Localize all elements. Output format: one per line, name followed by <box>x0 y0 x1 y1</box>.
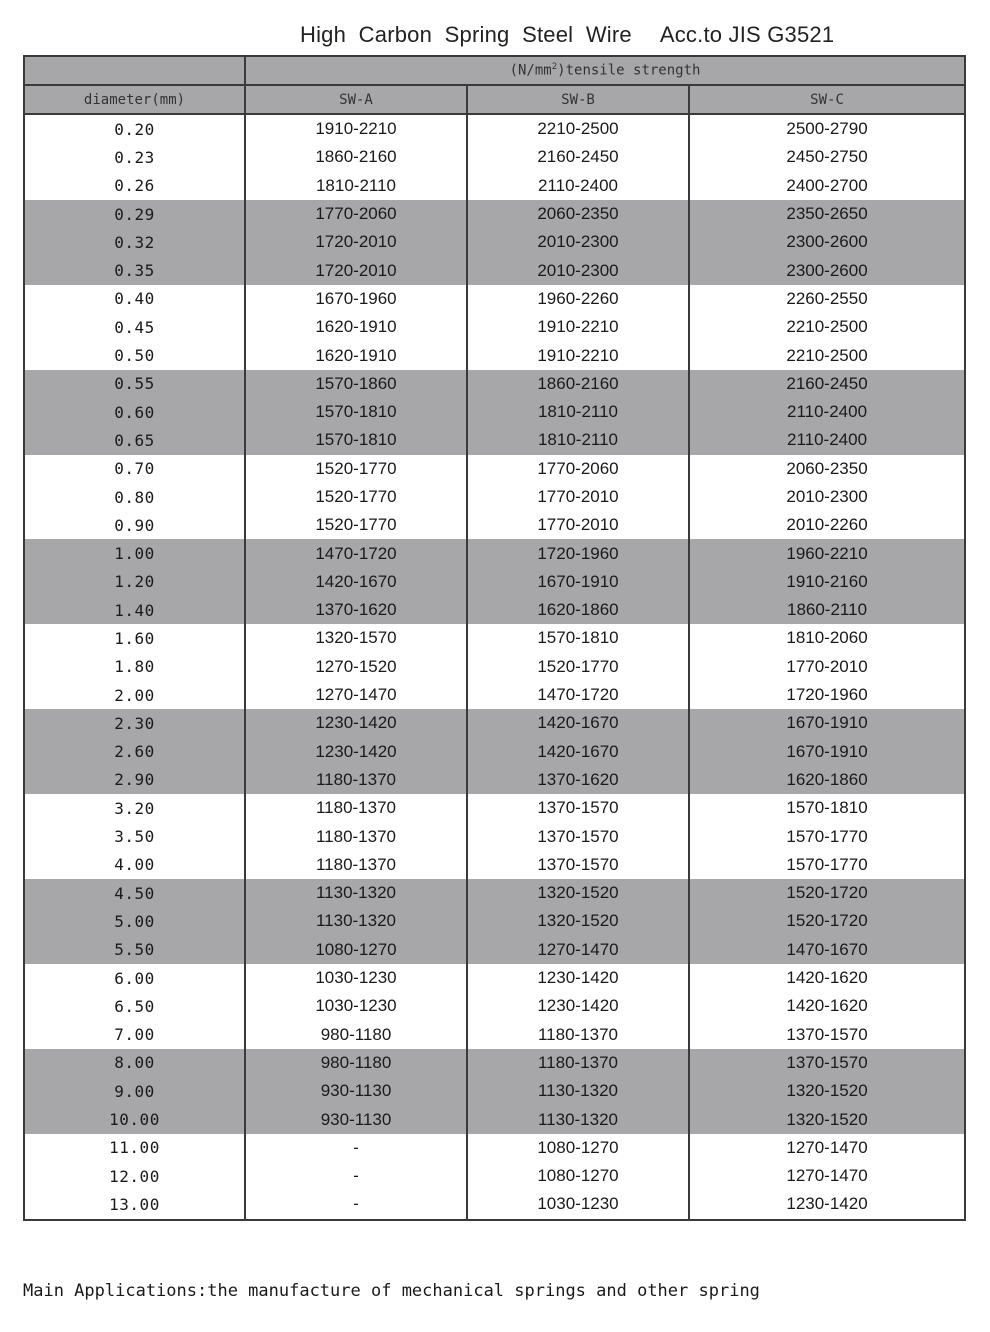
diameter-cell: 3.20 <box>24 794 245 822</box>
diameter-cell: 7.00 <box>24 1021 245 1049</box>
table-row <box>24 256 965 284</box>
sw-a-cell: 930-1130 <box>245 1105 467 1133</box>
diameter-cell: 0.60 <box>24 398 245 426</box>
table-row <box>24 455 965 483</box>
sw-c-cell: 1230-1420 <box>689 1190 965 1219</box>
sw-b-cell: 1080-1270 <box>467 1134 689 1162</box>
sw-a-cell: - <box>245 1190 467 1219</box>
sw-c-cell: 1420-1620 <box>689 964 965 992</box>
sw-a-cell: 1030-1230 <box>245 992 467 1020</box>
sw-b-cell: 2010-2300 <box>467 256 689 284</box>
diameter-cell: 0.65 <box>24 426 245 454</box>
sw-a-cell: 1860-2160 <box>245 143 467 171</box>
sw-b-cell: 1670-1910 <box>467 568 689 596</box>
table-body <box>24 114 965 1220</box>
sw-b-cell: 1770-2010 <box>467 483 689 511</box>
table-row <box>24 114 965 143</box>
table-row <box>24 596 965 624</box>
sw-c-cell: 2010-2300 <box>689 483 965 511</box>
table-row <box>24 285 965 313</box>
diameter-cell: 0.29 <box>24 200 245 228</box>
table-row <box>24 907 965 935</box>
table-row <box>24 851 965 879</box>
sw-a-cell: 1520-1770 <box>245 483 467 511</box>
sw-c-cell: 2500-2790 <box>689 114 965 143</box>
tensile-strength-table <box>23 55 966 1221</box>
sw-a-cell: 1620-1910 <box>245 341 467 369</box>
table-row <box>24 398 965 426</box>
sw-b-cell: 1620-1860 <box>467 596 689 624</box>
column-header-sw-c: SW-C <box>689 85 965 114</box>
diameter-cell: 5.50 <box>24 936 245 964</box>
sw-c-cell: 1810-2060 <box>689 624 965 652</box>
table-row <box>24 228 965 256</box>
sw-a-cell: 1470-1720 <box>245 539 467 567</box>
sw-b-cell: 1570-1810 <box>467 624 689 652</box>
table-row <box>24 709 965 737</box>
sw-b-cell: 1910-2210 <box>467 341 689 369</box>
sw-c-cell: 2110-2400 <box>689 398 965 426</box>
diameter-cell: 10.00 <box>24 1105 245 1133</box>
sw-b-cell: 2210-2500 <box>467 114 689 143</box>
sw-b-cell: 2060-2350 <box>467 200 689 228</box>
diameter-cell: 1.20 <box>24 568 245 596</box>
table-row <box>24 822 965 850</box>
table-row <box>24 568 965 596</box>
sw-c-cell: 2210-2500 <box>689 313 965 341</box>
sw-a-cell: 1670-1960 <box>245 285 467 313</box>
main-applications-note: Main Applications:the manufacture of mechanical springs and other spring <box>23 1281 760 1301</box>
sw-a-cell: 1030-1230 <box>245 964 467 992</box>
sw-a-cell: 1520-1770 <box>245 455 467 483</box>
sw-c-cell: 2210-2500 <box>689 341 965 369</box>
group-header-row <box>24 56 965 85</box>
diameter-cell: 3.50 <box>24 822 245 850</box>
table-row <box>24 964 965 992</box>
sw-b-cell: 1370-1570 <box>467 794 689 822</box>
sw-a-cell: 1370-1620 <box>245 596 467 624</box>
table-row <box>24 1134 965 1162</box>
sw-b-cell: 1370-1570 <box>467 851 689 879</box>
sw-b-cell: 1130-1320 <box>467 1077 689 1105</box>
table-row <box>24 341 965 369</box>
sw-c-cell: 1720-1960 <box>689 681 965 709</box>
diameter-cell: 9.00 <box>24 1077 245 1105</box>
sw-c-cell: 2450-2750 <box>689 143 965 171</box>
sw-a-cell: 1270-1520 <box>245 653 467 681</box>
title-main: High Carbon Spring Steel Wire <box>300 22 632 47</box>
sw-b-cell: 1520-1770 <box>467 653 689 681</box>
group-header-cell <box>245 56 965 85</box>
sw-a-cell: 1130-1320 <box>245 879 467 907</box>
sw-c-cell: 2260-2550 <box>689 285 965 313</box>
diameter-cell: 8.00 <box>24 1049 245 1077</box>
diameter-cell: 12.00 <box>24 1162 245 1190</box>
sw-a-cell: 1130-1320 <box>245 907 467 935</box>
diameter-cell: 0.32 <box>24 228 245 256</box>
table-row <box>24 539 965 567</box>
sw-b-cell: 1370-1620 <box>467 766 689 794</box>
table-row <box>24 1021 965 1049</box>
diameter-cell: 11.00 <box>24 1134 245 1162</box>
sw-a-cell: 1080-1270 <box>245 936 467 964</box>
table-row <box>24 766 965 794</box>
table-row <box>24 681 965 709</box>
table-row <box>24 313 965 341</box>
diameter-cell: 2.60 <box>24 738 245 766</box>
sw-a-cell: 1270-1470 <box>245 681 467 709</box>
sw-b-cell: 1470-1720 <box>467 681 689 709</box>
sw-c-cell: 2110-2400 <box>689 426 965 454</box>
table-row <box>24 143 965 171</box>
diameter-cell: 4.00 <box>24 851 245 879</box>
diameter-cell: 0.90 <box>24 511 245 539</box>
sw-b-cell: 1810-2110 <box>467 398 689 426</box>
sw-a-cell: 980-1180 <box>245 1049 467 1077</box>
table-row <box>24 1049 965 1077</box>
table-row <box>24 370 965 398</box>
table-row <box>24 1162 965 1190</box>
sw-a-cell: 1620-1910 <box>245 313 467 341</box>
sw-a-cell: 1180-1370 <box>245 794 467 822</box>
sw-b-cell: 1030-1230 <box>467 1190 689 1219</box>
sw-c-cell: 1570-1770 <box>689 822 965 850</box>
sw-a-cell: 1720-2010 <box>245 256 467 284</box>
sw-a-cell: 1570-1810 <box>245 398 467 426</box>
sw-b-cell: 1420-1670 <box>467 738 689 766</box>
diameter-cell: 1.60 <box>24 624 245 652</box>
sw-c-cell: 1620-1860 <box>689 766 965 794</box>
sw-b-cell: 1320-1520 <box>467 879 689 907</box>
sw-a-cell: 1320-1570 <box>245 624 467 652</box>
column-header-sw-a: SW-A <box>245 85 467 114</box>
diameter-cell: 1.80 <box>24 653 245 681</box>
diameter-cell: 13.00 <box>24 1190 245 1219</box>
diameter-cell: 0.55 <box>24 370 245 398</box>
diameter-cell: 1.40 <box>24 596 245 624</box>
sw-a-cell: 1180-1370 <box>245 822 467 850</box>
sw-a-cell: 1230-1420 <box>245 738 467 766</box>
title-standard: Acc.to JIS G3521 <box>659 22 835 47</box>
sw-a-cell: 1180-1370 <box>245 766 467 794</box>
table-row <box>24 1105 965 1133</box>
sw-b-cell: 1180-1370 <box>467 1049 689 1077</box>
sw-a-cell: 1720-2010 <box>245 228 467 256</box>
sw-c-cell: 2300-2600 <box>689 256 965 284</box>
group-header-suffix: )tensile strength <box>557 62 701 79</box>
column-header-row <box>24 85 965 114</box>
sw-a-cell: 980-1180 <box>245 1021 467 1049</box>
diameter-cell: 0.50 <box>24 341 245 369</box>
sw-b-cell: 1960-2260 <box>467 285 689 313</box>
diameter-cell: 2.30 <box>24 709 245 737</box>
sw-a-cell: 1180-1370 <box>245 851 467 879</box>
table-row <box>24 936 965 964</box>
table-row <box>24 653 965 681</box>
sw-c-cell: 1520-1720 <box>689 907 965 935</box>
sw-c-cell: 1370-1570 <box>689 1021 965 1049</box>
sw-a-cell: 1570-1860 <box>245 370 467 398</box>
diameter-cell: 0.80 <box>24 483 245 511</box>
sw-b-cell: 1770-2060 <box>467 455 689 483</box>
sw-b-cell: 2110-2400 <box>467 172 689 200</box>
diameter-cell: 2.00 <box>24 681 245 709</box>
sw-a-cell: 1520-1770 <box>245 511 467 539</box>
sw-a-cell: 1770-2060 <box>245 200 467 228</box>
sw-a-cell: 1810-2110 <box>245 172 467 200</box>
table-row <box>24 1077 965 1105</box>
sw-c-cell: 1570-1770 <box>689 851 965 879</box>
sw-b-cell: 1810-2110 <box>467 426 689 454</box>
sw-c-cell: 1270-1470 <box>689 1134 965 1162</box>
table-row <box>24 1190 965 1219</box>
sw-a-cell: 1420-1670 <box>245 568 467 596</box>
sw-c-cell: 1670-1910 <box>689 709 965 737</box>
sw-a-cell: - <box>245 1162 467 1190</box>
sw-c-cell: 1520-1720 <box>689 879 965 907</box>
sw-b-cell: 1080-1270 <box>467 1162 689 1190</box>
sw-b-cell: 1770-2010 <box>467 511 689 539</box>
sw-c-cell: 2060-2350 <box>689 455 965 483</box>
table-row <box>24 738 965 766</box>
sw-c-cell: 1860-2110 <box>689 596 965 624</box>
sw-b-cell: 1320-1520 <box>467 907 689 935</box>
table-row <box>24 624 965 652</box>
table-row <box>24 794 965 822</box>
group-header-prefix: (N/mm <box>509 62 552 79</box>
diameter-cell: 0.20 <box>24 114 245 143</box>
sw-a-cell: 1230-1420 <box>245 709 467 737</box>
sw-c-cell: 2350-2650 <box>689 200 965 228</box>
table-row <box>24 879 965 907</box>
sw-c-cell: 2010-2260 <box>689 511 965 539</box>
sw-b-cell: 1370-1570 <box>467 822 689 850</box>
diameter-cell: 0.23 <box>24 143 245 171</box>
table-row <box>24 992 965 1020</box>
table-row <box>24 483 965 511</box>
sw-b-cell: 1720-1960 <box>467 539 689 567</box>
document-title <box>300 22 834 48</box>
sw-c-cell: 1960-2210 <box>689 539 965 567</box>
diameter-cell: 0.40 <box>24 285 245 313</box>
diameter-cell: 1.00 <box>24 539 245 567</box>
sw-a-cell: - <box>245 1134 467 1162</box>
sw-b-cell: 1910-2210 <box>467 313 689 341</box>
sw-c-cell: 1910-2160 <box>689 568 965 596</box>
table-row <box>24 511 965 539</box>
sw-b-cell: 1860-2160 <box>467 370 689 398</box>
column-header-sw-b: SW-B <box>467 85 689 114</box>
sw-a-cell: 1910-2210 <box>245 114 467 143</box>
diameter-cell: 6.00 <box>24 964 245 992</box>
sw-c-cell: 1320-1520 <box>689 1105 965 1133</box>
sw-c-cell: 2300-2600 <box>689 228 965 256</box>
diameter-cell: 4.50 <box>24 879 245 907</box>
sw-a-cell: 1570-1810 <box>245 426 467 454</box>
sw-c-cell: 1770-2010 <box>689 653 965 681</box>
sw-b-cell: 2010-2300 <box>467 228 689 256</box>
diameter-cell: 0.35 <box>24 256 245 284</box>
diameter-cell: 0.45 <box>24 313 245 341</box>
sw-b-cell: 1420-1670 <box>467 709 689 737</box>
diameter-cell: 0.26 <box>24 172 245 200</box>
sw-c-cell: 1320-1520 <box>689 1077 965 1105</box>
table-row <box>24 200 965 228</box>
sw-b-cell: 1230-1420 <box>467 964 689 992</box>
sw-b-cell: 1130-1320 <box>467 1105 689 1133</box>
sw-a-cell: 930-1130 <box>245 1077 467 1105</box>
sw-c-cell: 1370-1570 <box>689 1049 965 1077</box>
column-header-diameter: diameter(mm) <box>24 85 245 114</box>
group-header-blank-cell <box>24 56 245 85</box>
sw-c-cell: 1420-1620 <box>689 992 965 1020</box>
sw-b-cell: 1180-1370 <box>467 1021 689 1049</box>
sw-c-cell: 2400-2700 <box>689 172 965 200</box>
sw-c-cell: 1570-1810 <box>689 794 965 822</box>
table-row <box>24 172 965 200</box>
diameter-cell: 0.70 <box>24 455 245 483</box>
group-header-sup: 2 <box>551 62 558 73</box>
sw-b-cell: 1230-1420 <box>467 992 689 1020</box>
sw-c-cell: 1470-1670 <box>689 936 965 964</box>
sw-b-cell: 2160-2450 <box>467 143 689 171</box>
diameter-cell: 5.00 <box>24 907 245 935</box>
sw-c-cell: 2160-2450 <box>689 370 965 398</box>
sw-b-cell: 1270-1470 <box>467 936 689 964</box>
table-row <box>24 426 965 454</box>
diameter-cell: 6.50 <box>24 992 245 1020</box>
sw-c-cell: 1670-1910 <box>689 738 965 766</box>
diameter-cell: 2.90 <box>24 766 245 794</box>
sw-c-cell: 1270-1470 <box>689 1162 965 1190</box>
